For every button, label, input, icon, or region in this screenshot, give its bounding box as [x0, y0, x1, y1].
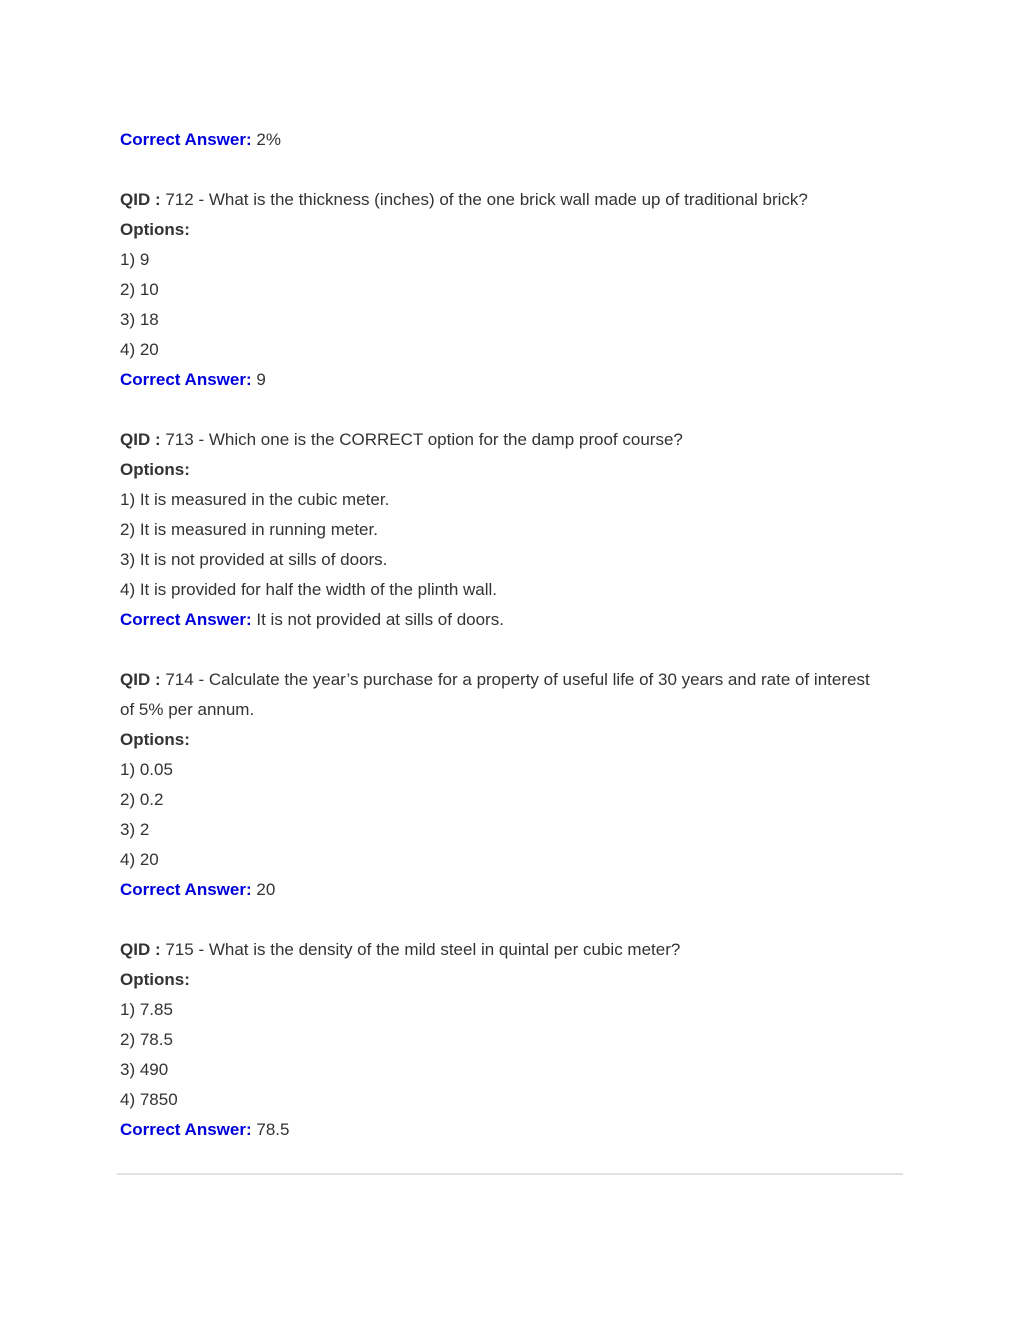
option-item: 3) 490	[120, 1060, 169, 1079]
correct-answer-value: 78.5	[256, 1120, 290, 1139]
correct-answer	[120, 365, 880, 395]
option-item: 4) It is provided for half the width of the plinth wall.	[120, 580, 498, 599]
option-item: 3) 2	[120, 820, 150, 839]
question-header	[120, 935, 880, 965]
correct-answer-label: Correct Answer:	[120, 1120, 252, 1139]
options-label: Options:	[120, 460, 190, 479]
previous-correct-answer	[120, 125, 880, 155]
qid-label: QID :	[120, 670, 161, 689]
option-item: 3) 18	[120, 310, 159, 329]
correct-answer-value: It is not provided at sills of doors.	[256, 610, 504, 629]
qid-number: 714	[165, 670, 194, 689]
question-text: - What is the density of the mild steel in quintal per cubic meter?	[193, 940, 681, 959]
correct-answer-label: Correct Answer:	[120, 880, 252, 899]
option-item: 4) 20	[120, 340, 159, 359]
option-item: 2) It is measured in running meter.	[120, 520, 378, 539]
option-item: 2) 10	[120, 280, 159, 299]
qid-label: QID :	[120, 430, 161, 449]
correct-answer-label: Correct Answer:	[120, 130, 252, 149]
options-label: Options:	[120, 730, 190, 749]
correct-answer-label: Correct Answer:	[120, 610, 252, 629]
correct-answer	[120, 605, 880, 635]
option-item: 1) It is measured in the cubic meter.	[120, 490, 390, 509]
question-block-712	[120, 185, 880, 395]
option-item: 3) It is not provided at sills of doors.	[120, 550, 388, 569]
options-label: Options:	[120, 970, 190, 989]
qid-number: 715	[165, 940, 194, 959]
question-text: - Which one is the CORRECT option for the damp proof course?	[193, 430, 683, 449]
correct-answer-label: Correct Answer:	[120, 370, 252, 389]
qid-label: QID :	[120, 940, 161, 959]
option-item: 1) 9	[120, 250, 150, 269]
qid-number: 713	[165, 430, 194, 449]
option-item: 2) 0.2	[120, 790, 164, 809]
option-item: 1) 0.05	[120, 760, 173, 779]
correct-answer	[120, 1115, 880, 1145]
correct-answer	[120, 875, 880, 905]
question-header	[120, 665, 870, 725]
option-item: 4) 20	[120, 850, 159, 869]
question-block-715	[120, 935, 880, 1145]
qid-label: QID :	[120, 190, 161, 209]
horizontal-divider	[117, 1173, 903, 1175]
question-text: - Calculate the year’s purchase for a property of useful life of 30 years and rate of interest of 5% per annum.	[120, 670, 870, 719]
correct-answer-value: 9	[256, 370, 266, 389]
question-block-714	[120, 665, 880, 905]
qid-number: 712	[165, 190, 194, 209]
question-header	[120, 425, 880, 455]
options-label: Options:	[120, 220, 190, 239]
correct-answer-value: 2%	[256, 130, 281, 149]
question-text: - What is the thickness (inches) of the one brick wall made up of traditional brick?	[193, 190, 808, 209]
correct-answer-value: 20	[256, 880, 276, 899]
question-block-713	[120, 425, 880, 635]
question-header	[120, 185, 880, 215]
option-item: 1) 7.85	[120, 1000, 173, 1019]
question-document	[120, 125, 880, 1145]
option-item: 2) 78.5	[120, 1030, 173, 1049]
option-item: 4) 7850	[120, 1090, 178, 1109]
